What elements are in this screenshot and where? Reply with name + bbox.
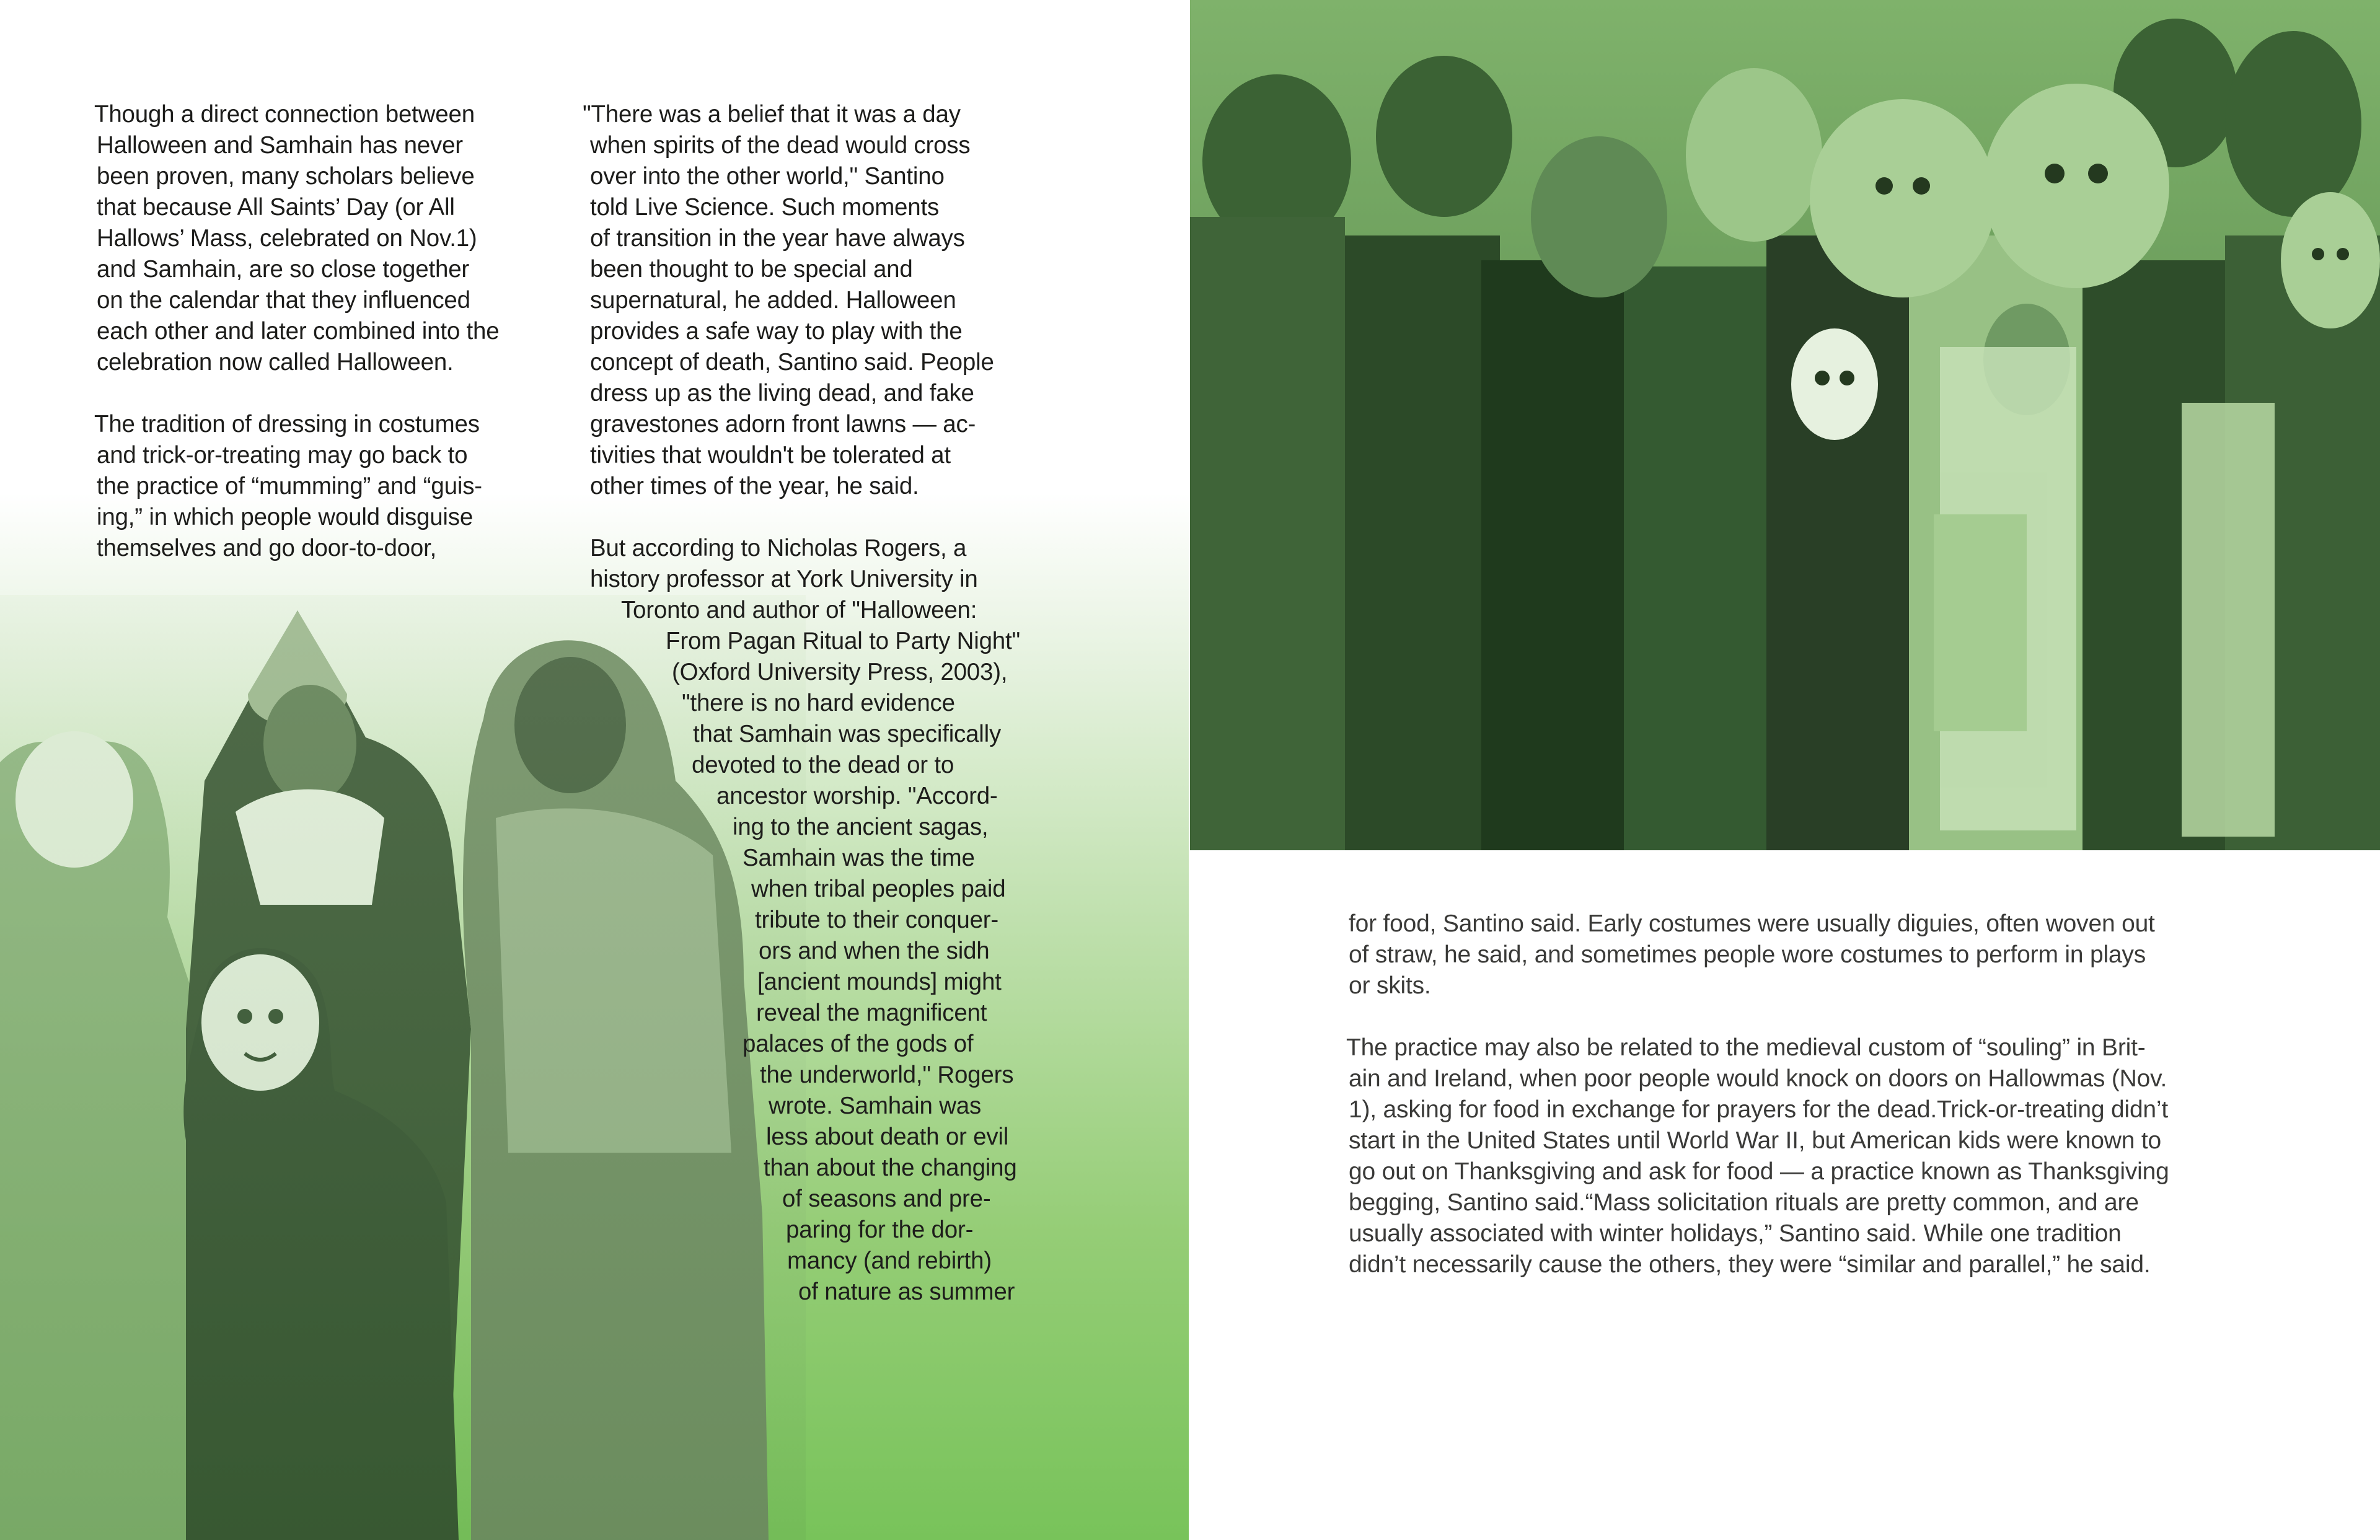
col2-line: reveal the magnificent [756,1000,987,1026]
para2-line: didn’t necessarily cause the others, they were “similar and parallel,” he said. [1349,1251,2151,1278]
col1-line: celebration now called Halloween. [97,349,454,376]
col2-line: that Samhain was specifically [693,721,1002,747]
col1-line: Halloween and Samhain has never [97,132,463,159]
col2-line: dress up as the living dead, and fake [590,380,974,407]
para2-line: The practice may also be related to the medieval custom of “souling” in Brit- [1346,1034,2146,1061]
col2-line: been thought to be special and [590,256,913,283]
col1-line: The tradition of dressing in costumes [94,411,480,438]
para2-line: go out on Thanksgiving and ask for food — a practice known as Thanksgiving [1349,1158,2169,1185]
col2-line: of seasons and pre- [782,1186,991,1212]
col2-line: But according to Nicholas Rogers, a [590,535,967,561]
col2-line: "there is no hard evidence [682,690,955,716]
col1-line: been proven, many scholars believe [97,163,475,190]
col2-line: tivities that wouldn't be tolerated at [590,442,951,469]
col2-line: other times of the year, he said. [590,473,919,499]
col2-line: Samhain was the time [743,845,975,871]
col1-line: on the calendar that they influenced [97,287,470,314]
figure-body-3 [1481,260,1649,850]
col2-line: ing to the ancient sagas, [733,814,989,840]
para2-line: ain and Ireland, when poor people would knock on doors on Hallowmas (Nov. [1349,1065,2167,1092]
col2-line: less about death or evil [766,1124,1009,1150]
para1-line: or skits. [1349,972,1431,999]
col2-line: From Pagan Ritual to Party Night" [666,628,1020,654]
col2-line: paring for the dor- [786,1217,974,1243]
col1-line: each other and later combined into the [97,318,500,345]
col2-line: devoted to the dead or to [692,752,954,778]
col2-line: ors and when the sidh [759,938,990,964]
figure-body-2 [1345,235,1500,850]
col2-line: of nature as summer [798,1278,1015,1305]
costumed-group-photo [1190,0,2380,850]
col2-line: "There was a belief that it was a day [583,101,961,128]
col2-line: wrote. Samhain was [769,1093,982,1119]
col2-line: than about the changing [764,1155,1017,1181]
col1-line: that because All Saints’ Day (or All [97,194,455,221]
col1-line: themselves and go door-to-door, [97,535,437,561]
para1-line: for food, Santino said. Early costumes were usually diguies, often woven out [1349,910,2155,937]
col2-line: when tribal peoples paid [751,876,1006,902]
col2-line: told Live Science. Such moments [590,194,940,221]
para2-line: usually associated with winter holidays,” Santino said. While one tradition [1349,1220,2122,1247]
col2-line: gravestones adorn front lawns — ac- [590,411,976,438]
col2-line: Toronto and author of "Halloween: [621,597,977,623]
col1-line: and trick-or-treating may go back to [97,442,468,469]
col2-line: when spirits of the dead would cross [590,132,971,159]
para2-line: begging, Santino said.“Mass solicitation rituals are pretty common, and are [1349,1189,2139,1216]
para1-line: of straw, he said, and sometimes people wore costumes to perform in plays [1349,941,2146,968]
col1-line: the practice of “mumming” and “guis- [97,473,482,499]
masked-figures-photo [0,595,806,1540]
col2-line: history professor at York University in [590,566,978,592]
col2-line: concept of death, Santino said. People [590,349,994,376]
col2-line: palaces of the gods of [743,1031,974,1057]
col2-line: the underworld," Rogers [760,1062,1014,1088]
col2-line: ancestor worship. "Accord- [716,783,998,809]
col2-line: mancy (and rebirth) [787,1247,992,1274]
figure-body-5 [1766,235,1915,850]
col1-line: ing,” in which people would disguise [97,504,474,530]
figure-body-1 [1190,217,1345,850]
col2-line: [ancient mounds] might [757,969,1002,995]
col2-line: of transition in the year have always [590,225,965,252]
para2-line: 1), asking for food in exchange for prayers for the dead.Trick-or-treating didn’t [1349,1096,2169,1123]
col1-line: and Samhain, are so close together [97,256,470,283]
col1-line: Though a direct connection between [94,101,475,128]
col2-line: over into the other world," Santino [590,163,945,190]
para2-line: start in the United States until World War II, but American kids were known to [1349,1127,2161,1154]
right-page [1190,0,2380,1540]
col2-line: tribute to their conquer- [755,907,999,933]
col2-line: provides a safe way to play with the [590,318,963,345]
figure-body-4 [1624,266,1779,850]
col2-line: supernatural, he added. Halloween [590,287,956,314]
col1-line: Hallows’ Mass, celebrated on Nov.1) [97,225,477,252]
col2-line: (Oxford University Press, 2003), [672,659,1008,685]
